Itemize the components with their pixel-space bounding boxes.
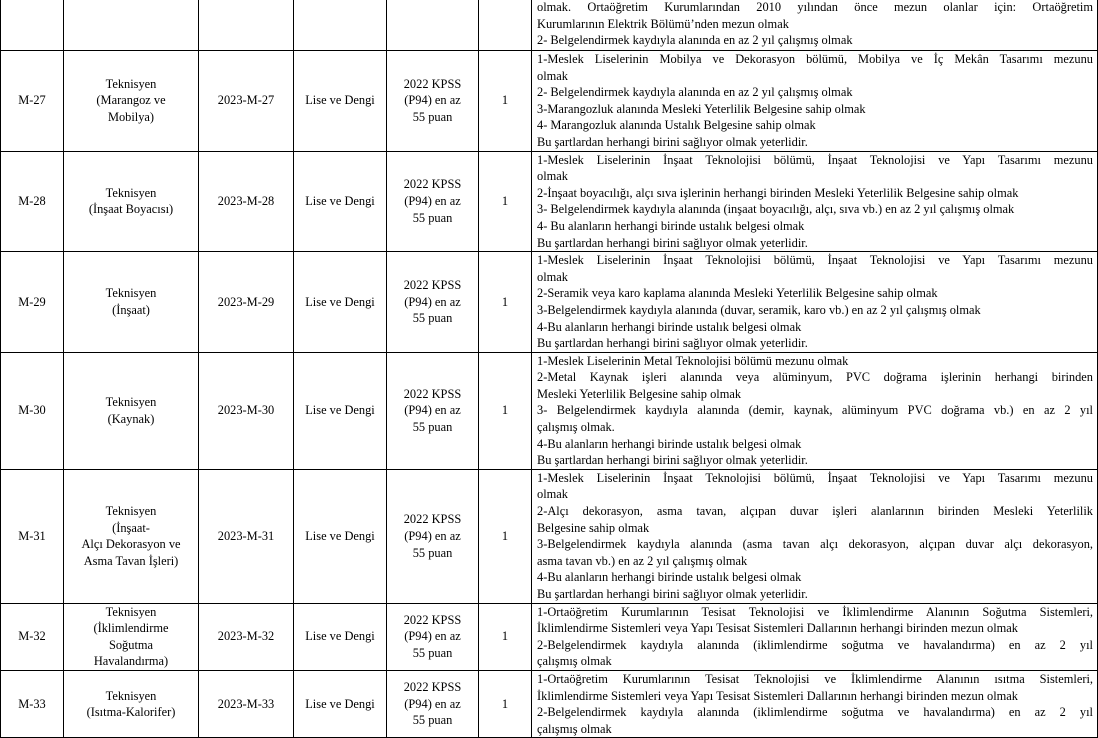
kpss-line: (P94) en az [404, 294, 461, 309]
requirement-line: 4-Bu alanların herhangi birinde ustalık belgesi olmak [537, 319, 802, 334]
kpss-line: 55 puan [412, 110, 453, 125]
position-title-line: Havalandırma) [93, 654, 169, 669]
reference-code-cell: 2023-M-27 [199, 51, 294, 152]
position-count-cell: 1 [479, 352, 532, 469]
requirement-line: çalışmış olmak. [537, 420, 615, 435]
position-title-line: Teknisyen [105, 504, 157, 519]
requirements-cell [532, 603, 1098, 670]
position-code-cell: M-27 [1, 51, 64, 152]
requirement-line: Bu şartlardan herhangi birini sağlıyor olmak yeterlidir. [537, 587, 808, 601]
position-title-line: (Marangoz ve [96, 93, 166, 108]
requirement-line: 2-Alçı dekorasyon, asma tavan, alçıpan duvar işleri alanlarının birinden Mesleki Yeterlilik [537, 504, 1093, 519]
requirement-line: 2-Belgelendirmek kaydıyla alanında (iklimlendirme soğutma ve havalandırma) en az 2 yıl [537, 705, 1093, 720]
position-title-cell [64, 0, 199, 51]
position-title-line: (İnşaat) [112, 302, 150, 317]
education-level-cell: Lise ve Dengi [294, 51, 387, 152]
requirement-line: Belgesine sahip olmak [537, 520, 650, 535]
kpss-line: (P94) en az [404, 696, 461, 711]
position-code-cell: M-29 [1, 252, 64, 353]
kpss-line: (P94) en az [404, 629, 461, 644]
position-title-line: Teknisyen [105, 395, 157, 410]
requirement-line: 1-Meslek Liselerinin Mobilya ve Dekorasyon bölümü, Mobilya ve İç Mekân Tasarımı mezunu [537, 52, 1093, 66]
requirements-cell [532, 469, 1098, 603]
position-code-cell: M-28 [1, 151, 64, 252]
position-count-cell: 1 [479, 51, 532, 152]
requirement-line: 2- Belgelendirmek kaydıyla alanında en az 2 yıl çalışmış olmak [537, 85, 853, 100]
position-title-line: Teknisyen [105, 185, 157, 200]
reference-code-cell: 2023-M-33 [199, 670, 294, 737]
requirement-line: olmak [537, 68, 568, 83]
requirement-line: Mesleki Yeterlilik Belgesine sahip olmak [537, 386, 742, 401]
requirement-line: Bu şartlardan herhangi birini sağlıyor olmak yeterlidir. [537, 134, 808, 149]
requirements-cell [532, 0, 1098, 51]
position-title-cell [64, 151, 199, 252]
education-level-cell: Lise ve Dengi [294, 151, 387, 252]
kpss-line: 55 puan [412, 545, 453, 560]
kpss-line: 2022 KPSS [403, 278, 462, 293]
kpss-line: (P94) en az [404, 528, 461, 543]
table-row [1, 151, 1098, 252]
kpss-requirement-cell [387, 352, 479, 469]
requirement-line: İklimlendirme Sistemleri veya Yapı Tesisat Sistemleri Dallarının herhangi birinden mezun olmak [537, 621, 1019, 636]
position-title-line: Soğutma [108, 637, 154, 652]
position-title-line: Mobilya) [107, 110, 155, 125]
requirement-line: Bu şartlardan herhangi birini sağlıyor olmak yeterlidir. [537, 453, 808, 468]
education-level-cell: Lise ve Dengi [294, 469, 387, 603]
position-title-line: Teknisyen [105, 604, 157, 619]
reference-code-cell: 2023-M-32 [199, 603, 294, 670]
table-row [1, 352, 1098, 469]
education-level-cell: Lise ve Dengi [294, 352, 387, 469]
kpss-requirement-cell [387, 670, 479, 737]
kpss-requirement-cell [387, 151, 479, 252]
requirement-line: 1-Meslek Liselerinin İnşaat Teknolojisi bölümü, İnşaat Teknolojisi ve Yapı Tasarımı mezunu [537, 470, 1093, 485]
kpss-line: 2022 KPSS [403, 680, 462, 695]
kpss-requirement-cell [387, 51, 479, 152]
kpss-line: (P94) en az [404, 403, 461, 418]
position-title-cell [64, 252, 199, 353]
position-count-cell: 1 [479, 252, 532, 353]
table-row [1, 469, 1098, 603]
position-count-cell: 1 [479, 469, 532, 603]
position-title-cell [64, 51, 199, 152]
kpss-line: (P94) en az [404, 194, 461, 209]
position-code-cell: M-30 [1, 352, 64, 469]
table-row [1, 0, 1098, 51]
requirement-line: asma tavan vb.) en az 2 yıl çalışmış olmak [537, 553, 748, 568]
requirements-cell [532, 51, 1098, 152]
requirement-line: 4-Bu alanların herhangi birinde ustalık belgesi olmak [537, 436, 802, 451]
kpss-line: 55 puan [412, 311, 453, 326]
kpss-line: 2022 KPSS [403, 76, 462, 91]
education-level-cell [294, 0, 387, 51]
requirements-cell [532, 670, 1098, 737]
requirement-line: 1-Meslek Liselerinin İnşaat Teknolojisi bölümü, İnşaat Teknolojisi ve Yapı Tasarımı mezunu [537, 152, 1093, 167]
requirement-line: 2-Metal Kaynak işleri alanında veya alüminyum, PVC doğrama işlerinin herhangi birinden [537, 370, 1093, 385]
kpss-requirement-cell [387, 252, 479, 353]
requirement-line: 3- Belgelendirmek kaydıyla alanında (inşaat boyacılığı, alçı, sıva vb.) en az 2 yıl çalışmış olmak [537, 202, 1015, 217]
table-row [1, 51, 1098, 152]
position-code-cell [1, 0, 64, 51]
kpss-line: 2022 KPSS [403, 386, 462, 401]
position-title-line: (Isıtma-Kalorifer) [86, 705, 176, 720]
requirement-line: 3- Belgelendirmek kaydıyla alanında (demir, kaynak, alüminyum PVC doğrama vb.) en az 2 yıl [537, 403, 1093, 418]
kpss-line: 2022 KPSS [403, 612, 462, 627]
requirement-line: 4-Bu alanların herhangi birinde ustalık belgesi olmak [537, 570, 802, 585]
table-row [1, 603, 1098, 670]
reference-code-cell: 2023-M-31 [199, 469, 294, 603]
education-level-cell: Lise ve Dengi [294, 603, 387, 670]
requirement-line: İklimlendirme Sistemleri veya Yapı Tesisat Sistemleri Dallarının herhangi birinden mezun olmak [537, 688, 1019, 703]
kpss-line: 55 puan [412, 646, 453, 661]
table-row [1, 670, 1098, 737]
position-code-cell: M-33 [1, 670, 64, 737]
requirement-line: olmak [537, 169, 568, 184]
requirement-line: Kurumlarının Elektrik Bölümü’nden mezun olmak [537, 16, 789, 31]
requirement-line: 2- Belgelendirmek kaydıyla alanında en az 2 yıl çalışmış olmak [537, 33, 853, 48]
education-level-cell: Lise ve Dengi [294, 252, 387, 353]
position-title-line: Teknisyen [105, 76, 157, 91]
requirement-line: 1-Ortaöğretim Kurumlarının Tesisat Teknolojisi ve İklimlendirme Alanının Soğutma Sistemleri, [537, 604, 1093, 619]
position-count-cell: 1 [479, 670, 532, 737]
position-title-line: (Kaynak) [107, 411, 155, 426]
requirement-line: 2-İnşaat boyacılığı, alçı sıva işlerinin herhangi birinden Mesleki Yeterlilik Belgesine sahip olmak [537, 185, 1019, 200]
requirement-line: Bu şartlardan herhangi birini sağlıyor olmak yeterlidir. [537, 235, 808, 250]
reference-code-cell: 2023-M-30 [199, 352, 294, 469]
requirement-line: Bu şartlardan herhangi birini sağlıyor olmak yeterlidir. [537, 336, 808, 351]
position-title-line: Asma Tavan İşleri) [83, 553, 179, 568]
requirement-line: 4- Marangozluk alanında Ustalık Belgesine sahip olmak [537, 118, 816, 133]
kpss-line: 55 puan [412, 210, 453, 225]
kpss-line: 55 puan [412, 713, 453, 728]
position-title-cell [64, 670, 199, 737]
position-title-cell [64, 352, 199, 469]
requirements-cell [532, 252, 1098, 353]
table-row [1, 252, 1098, 353]
requirement-line: 2-Seramik veya karo kaplama alanında Mesleki Yeterlilik Belgesine sahip olmak [537, 286, 938, 301]
requirement-line: 3-Belgelendirmek kaydıyla alanında (asma tavan alçı dekorasyon, alçıpan duvar alçı dekorasyon, [537, 537, 1093, 552]
position-code-cell: M-31 [1, 469, 64, 603]
requirement-line: olmak [537, 269, 568, 284]
position-count-cell [479, 0, 532, 51]
position-title-cell [64, 469, 199, 603]
kpss-line: 2022 KPSS [403, 177, 462, 192]
position-count-cell: 1 [479, 603, 532, 670]
reference-code-cell [199, 0, 294, 51]
position-title-line: Alçı Dekorasyon ve [81, 537, 181, 552]
kpss-requirement-cell [387, 0, 479, 51]
kpss-requirement-cell [387, 603, 479, 670]
position-title-line: (İnşaat Boyacısı) [88, 202, 174, 217]
requirements-cell [532, 151, 1098, 252]
position-title-line: (İnşaat- [112, 520, 150, 535]
requirement-line: 1-Meslek Liselerinin İnşaat Teknolojisi bölümü, İnşaat Teknolojisi ve Yapı Tasarımı mezunu [537, 253, 1093, 268]
position-title-line: (İklimlendirme [93, 621, 169, 636]
requirement-line: 1-Ortaöğretim Kurumlarının Tesisat Teknolojisi ve İklimlendirme Alanının ısıtma Sistemleri, [537, 671, 1093, 686]
position-title-line: Teknisyen [105, 688, 157, 703]
requirement-line: 4- Bu alanların herhangi birinde ustalık belgesi olmak [537, 218, 805, 233]
position-title-cell [64, 603, 199, 670]
reference-code-cell: 2023-M-29 [199, 252, 294, 353]
requirement-line: 3-Belgelendirmek kaydıyla alanında (duvar, seramik, karo vb.) en az 2 yıl çalışmış olmak [537, 302, 981, 317]
requirement-line: 2-Belgelendirmek kaydıyla alanında (iklimlendirme soğutma ve havalandırma) en az 2 yıl [537, 637, 1093, 652]
position-title-line: Teknisyen [105, 286, 157, 301]
kpss-requirement-cell [387, 469, 479, 603]
education-level-cell: Lise ve Dengi [294, 670, 387, 737]
requirement-line: çalışmış olmak [537, 721, 612, 736]
requirement-line: 3-Marangozluk alanında Mesleki Yeterlilik Belgesine sahip olmak [537, 101, 866, 116]
requirements-cell [532, 352, 1098, 469]
kpss-line: 55 puan [412, 420, 453, 435]
requirement-line: olmak [537, 487, 568, 502]
requirement-line: çalışmış olmak [537, 654, 612, 669]
kpss-line: 2022 KPSS [403, 512, 462, 527]
kpss-line: (P94) en az [404, 93, 461, 108]
requirement-line: olmak. Ortaöğretim Kurumlarından 2010 yılından önce mezun olanlar için: Ortaöğretim [537, 0, 1093, 14]
requirement-line: 1-Meslek Liselerinin Metal Teknolojisi bölümü mezunu olmak [537, 353, 849, 368]
position-code-cell: M-32 [1, 603, 64, 670]
position-count-cell: 1 [479, 151, 532, 252]
reference-code-cell: 2023-M-28 [199, 151, 294, 252]
